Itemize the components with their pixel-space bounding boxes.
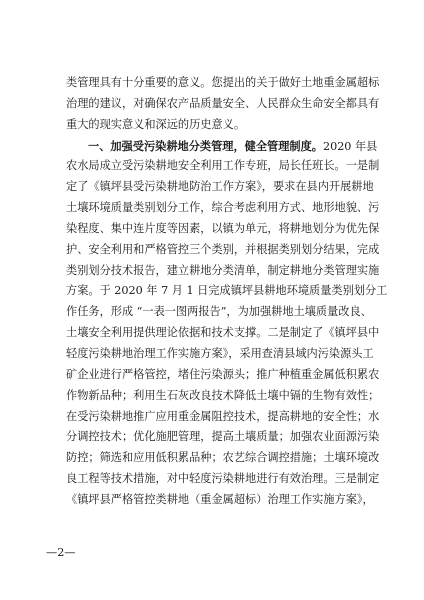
- text-line: 作任务，形成 “一表一图两报告”，为加强耕地土壤质量改良、: [66, 305, 372, 319]
- text-line: 土壤安全利用提供理论依据和技术支撑。二是制定了《镇坪县中: [66, 326, 380, 340]
- document-body: [66, 73, 388, 511]
- text-line: 类别划分技术报告，建立耕地分类清单，制定耕地分类管理实施: [66, 263, 380, 277]
- page-number: —2—: [46, 546, 76, 559]
- text-line: 染程度、集中连片度等因素，以镇为单元，将耕地划分为优先保: [66, 221, 380, 235]
- text-line: 分调控技术；优化施肥管理，提高土壤质量；加强农业面源污染: [66, 430, 380, 444]
- text-line: 在受污染耕地推广应用重金属阻控技术，提高耕地的安全性；水: [66, 409, 380, 423]
- text-line: 良工程等技术措施，对中轻度污染耕地进行有效治理。三是制定: [66, 472, 380, 486]
- section-heading: 一、加强受污染耕地分类管理，健全管理制度。: [88, 138, 323, 153]
- text-line: 土壤环境质量类别划分工作，综合考虑利用方式、地形地貌、污: [66, 201, 380, 215]
- text-line: 治理的建议，对确保农产品质量安全、人民群众生命安全都具有: [66, 96, 380, 110]
- text-line: 矿企业进行严格管控，堵住污染源头；推广种植重金属低积累农: [66, 367, 380, 381]
- text-line: 定了《镇坪县受污染耕地防治工作方案》，要求在县内开展耕地: [66, 180, 374, 194]
- text-line: 重大的现实意义和深远的历史意义。: [66, 117, 246, 131]
- text-line: 护、安全利用和严格管控三个类别，并根据类别划分结果，完成: [66, 242, 380, 256]
- text-line: 农水局成立受污染耕地安全利用工作专班，局长任班长。一是制: [66, 159, 380, 173]
- text-line: 轻度污染耕地治理工作实施方案》，采用查清县域内污染源头工: [66, 346, 374, 360]
- section-heading-line: [66, 136, 378, 157]
- text-line: 防控；筛选和应用低积累品种；农艺综合调控措施；土壤环境改: [66, 451, 380, 465]
- text-fragment: 2020 年县: [322, 139, 378, 153]
- text-line: 《镇坪县严格管控类耕地（重金属超标）治理工作实施方案》，: [66, 492, 374, 506]
- text-line: 作物新品种；利用生石灰改良技术降低土壤中镉的生物有效性；: [66, 388, 380, 402]
- text-line: 类管理具有十分重要的意义。您提出的关于做好土地重金属超标: [66, 76, 380, 89]
- text-line: 方案。于 2020 年 7 月 1 日完成镇坪县耕地环境质量类别划分工: [66, 284, 388, 298]
